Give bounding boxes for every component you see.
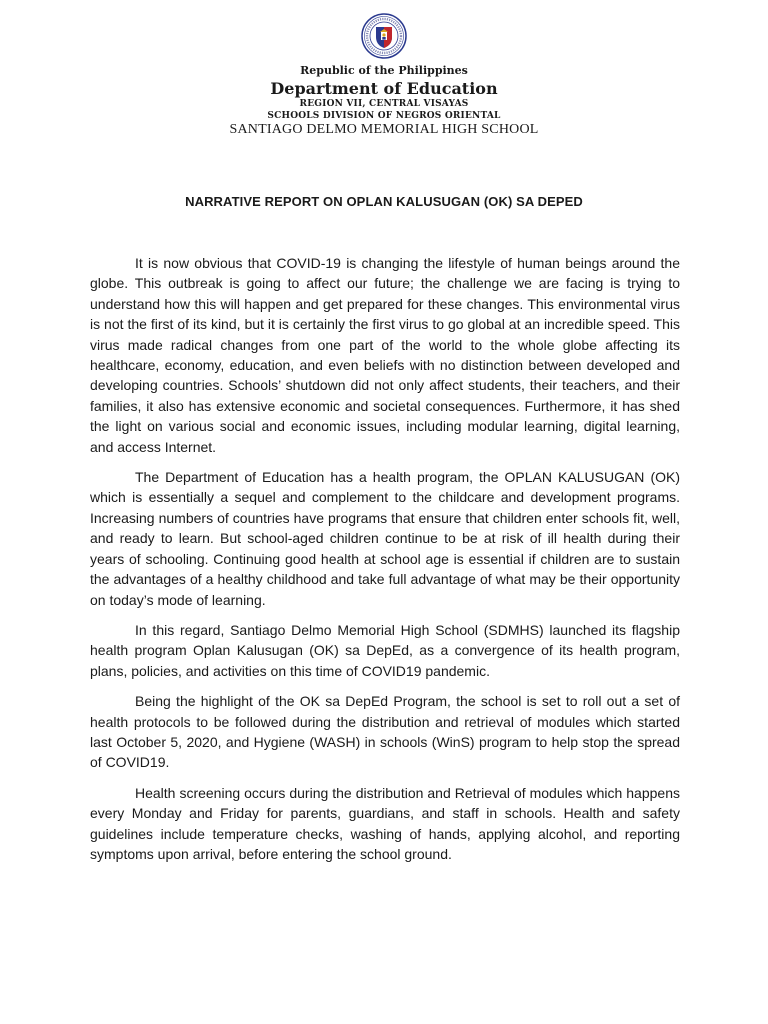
paragraph: Being the highlight of the OK sa DepEd Program, the school is set to roll out a set of health protocols to be followed during the distribution and retrieval of modules which started last October 5, 2020, and Hygiene (WASH) in schools (WinS) program to help stop the spread of COVID19.	[90, 693, 680, 771]
school-name: SANTIAGO DELMO MEMORIAL HIGH SCHOOL	[229, 122, 539, 137]
report-body	[90, 253, 680, 874]
paragraph: The Department of Education has a health program, the OPLAN KALUSUGAN (OK) which is essentially a sequel and complement to the childcare and development programs. Increasing numbers of countries have programs that ensure that children enter schools fit, well, and ready to learn. But school-aged children continue to be at risk of ill health during their years of schooling. Continuing good health at school age is essential if children are to sustain the advantages of a healthy childhood and take full advantage of what may be their opportunity on today’s mode of learning.	[90, 469, 680, 608]
paragraph: In this regard, Santiago Delmo Memorial High School (SDMHS) launched its flagship health program Oplan Kalusugan (OK) sa DepEd, as a convergence of its health program, plans, policies, and activities on this time of COVID19 pandemic.	[90, 621, 680, 679]
paragraph: It is now obvious that COVID-19 is changing the lifestyle of human beings around the globe. This outbreak is going to affect our future; the challenge we are facing is trying to understand how this will happen and get prepared for these changes. This environmental virus is not the first of its kind, but it is certainly the first virus to go global at an incredible speed. This virus made radical changes from one part of the world to the whole globe affecting its healthcare, economy, education, and even beliefs with no distinction between developed and developing countries. Schools’ shutdown did not only affect students, their teachers, and their families, it also has extensive economic and societal consequences. Furthermore, it has shed the light on various social and economic issues, including modular learning, digital learning, and access Internet.	[90, 255, 680, 455]
paragraph: Health screening occurs during the distribution and Retrieval of modules which happens every Monday and Friday for parents, guardians, and staff in schools. Health and safety guidelines include temperature checks, washing of hands, applying alcohol, and reporting symptoms upon arrival, before entering the school ground.	[90, 784, 680, 862]
republic-line: Republic of the Philippines	[300, 64, 468, 77]
region-line: REGION VII, CENTRAL VISAYAS	[299, 99, 469, 109]
division-line: SCHOOLS DIVISION OF NEGROS ORIENTAL	[267, 111, 501, 121]
report-title: NARRATIVE REPORT ON OPLAN KALUSUGAN (OK) SA DEPED	[185, 194, 583, 209]
deped-seal-icon	[361, 13, 407, 59]
department-name: Department of Education	[270, 79, 498, 98]
